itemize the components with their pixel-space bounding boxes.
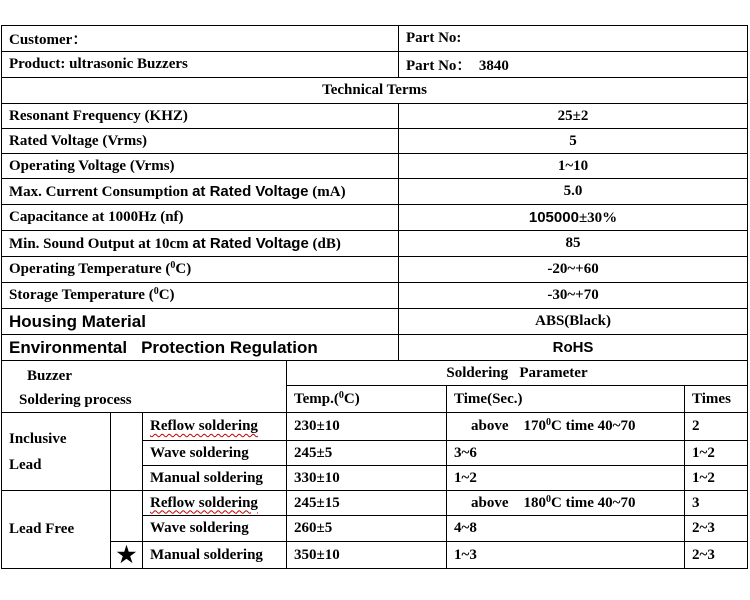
term-label: Capacitance at 1000Hz (nf) [2,205,399,231]
term-row [2,154,748,179]
part-no-value: 3840 [478,58,509,74]
method-label: Reflow soldering [150,418,258,434]
term-row [2,179,748,205]
term-label [2,231,399,257]
time-cell: 1~2 [447,466,685,491]
time-cell [447,413,685,441]
term-value: RoHS [399,335,748,361]
soldering-row [2,542,748,569]
soldering-header-row [2,361,748,386]
term-label-part: (mA) [308,183,346,200]
times-cell: 2~3 [685,516,748,542]
star-icon: ★ [111,542,143,569]
time-cell [447,491,685,516]
part-no-label-2: Part No： [406,58,472,74]
degree-superscript: 0 [153,286,159,297]
term-label: Resonant Frequency (KHZ) [2,104,399,129]
term-value-part: 105000 [528,208,579,226]
term-value: -20~+60 [399,257,748,283]
col-temp-part: C) [343,390,360,407]
term-value-part: ±30% [578,209,618,226]
term-label [2,179,399,205]
temp-cell: 230±10 [287,413,447,441]
time-cell: 4~8 [447,516,685,542]
times-cell: 3 [685,491,748,516]
term-label-part: Min. Sound Output at 10cm [9,235,193,252]
degree-superscript: 0 [546,417,552,428]
term-label-part: C) [158,287,175,303]
term-label-part: at Rated Voltage [192,182,309,200]
term-value: 1~10 [399,154,748,179]
technical-terms-title-row [2,78,748,104]
term-label-text: Operating Voltage (Vrms) [9,157,175,174]
time-part: above 180 [471,494,547,511]
marker-cell [111,491,143,542]
col-temp [287,386,447,413]
term-label-part: Storage Temperature ( [9,287,154,303]
spec-table [1,25,748,569]
term-label-part: (dB) [308,235,341,252]
term-label-part: Protection Regulation [141,337,318,357]
term-row [2,129,748,154]
time-cell: 3~6 [447,441,685,466]
term-row [2,283,748,309]
header-row-product [2,52,748,78]
term-label [2,257,399,283]
method-cell: Manual soldering [143,542,287,569]
degree-superscript: 0 [338,389,344,401]
times-cell: 2 [685,413,748,441]
customer-label: Customer： [2,26,399,52]
term-label [2,129,399,154]
col-time: Time(Sec.) [447,386,685,413]
soldering-row [2,413,748,441]
marker-cell [111,413,143,491]
term-value: 5 [399,129,748,154]
header-row-customer [2,26,748,52]
term-label-part: Max. Current Consumption [9,183,193,200]
col-temp-part: Temp.( [294,390,339,407]
term-label: Housing Material [2,309,399,335]
term-value [399,205,748,231]
temp-cell: 260±5 [287,516,447,542]
times-cell: 1~2 [685,466,748,491]
term-label-part: Operating Temperature ( [9,261,171,277]
term-row [2,231,748,257]
term-value: 85 [399,231,748,257]
term-row [2,335,748,361]
term-label-part: C) [175,261,192,277]
temp-cell: 245±15 [287,491,447,516]
term-label [2,154,399,179]
degree-superscript: 0 [546,493,552,505]
col-times: Times [685,386,748,413]
part-no-label: Part No: [399,26,748,52]
term-label [2,335,399,361]
term-label-part: Environmental [9,337,128,357]
soldering-parameter-label: Soldering Parameter [287,361,748,386]
specification-sheet [1,25,747,569]
buzzer-process-cell [2,361,287,413]
temp-cell: 350±10 [287,542,447,569]
soldering-row [2,491,748,516]
method-cell: Wave soldering [143,441,287,466]
time-part: C time 40~70 [551,494,636,511]
term-value: 25±2 [399,104,748,129]
method-cell: Manual soldering [143,466,287,491]
times-cell: 1~2 [685,441,748,466]
term-value: 5.0 [399,179,748,205]
times-cell: 2~3 [685,542,748,569]
degree-superscript: 0 [170,260,176,271]
time-part: C time 40~70 [551,418,636,434]
lead-free-label: Lead Free [2,491,111,569]
term-value: -30~+70 [399,283,748,309]
term-row [2,205,748,231]
term-label [2,283,399,309]
method-label: Reflow soldering [150,494,258,511]
method-cell [143,491,287,516]
technical-terms-title: Technical Terms [2,78,748,104]
part-no-field [399,52,748,78]
term-row [2,257,748,283]
term-label-text: Rated Voltage (Vrms) [9,132,148,149]
buzzer-label: Buzzer [27,368,72,384]
term-row [2,309,748,335]
term-label-part: at Rated Voltage [192,234,309,252]
temp-cell: 330±10 [287,466,447,491]
temp-cell: 245±5 [287,441,447,466]
term-value: ABS(Black) [399,309,748,335]
soldering-process-label: Soldering process [19,392,132,408]
term-row [2,104,748,129]
product-label: Product: ultrasonic Buzzers [2,52,399,78]
method-cell [143,413,287,441]
time-part: above 170 [471,418,547,434]
time-cell: 1~3 [447,542,685,569]
inclusive-lead-label: Inclusive Lead [2,413,111,491]
method-cell: Wave soldering [143,516,287,542]
